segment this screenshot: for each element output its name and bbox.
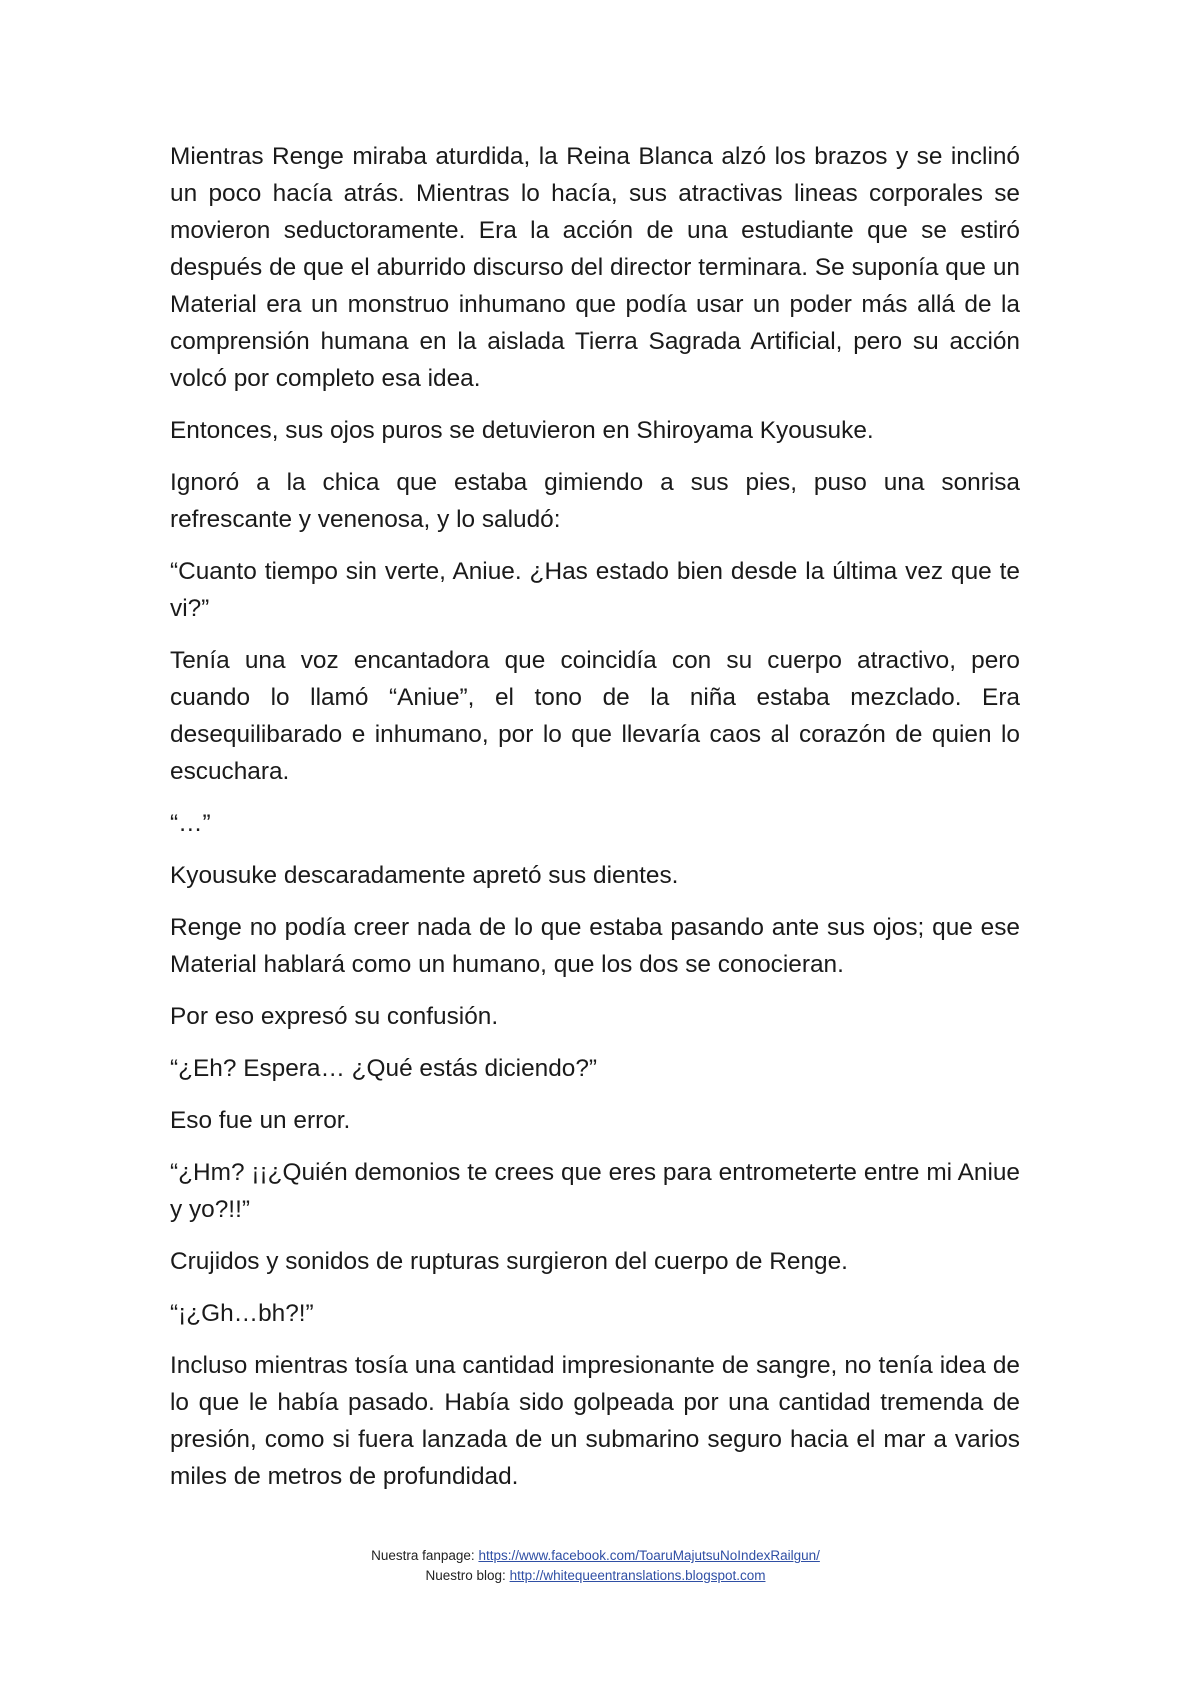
fanpage-link[interactable]: https://www.facebook.com/ToaruMajutsuNoIndexRailgun/ — [478, 1548, 820, 1563]
paragraph-14: “¡¿Gh…bh?!” — [170, 1300, 314, 1327]
paragraph-4: “Cuanto tiempo sin verte, Aniue. ¿Has estado bien desde la última vez que te vi?” — [170, 558, 1020, 622]
blog-link[interactable]: http://whitequeentranslations.blogspot.com — [509, 1568, 766, 1583]
paragraph-13: Crujidos y sonidos de rupturas surgieron del cuerpo de Renge. — [170, 1248, 848, 1275]
paragraph-1: Mientras Renge miraba aturdida, la Reina Blanca alzó los brazos y se inclinó un poco hacía atrás. Mientras lo hacía, sus atractivas lineas corporales se movieron seductoramente. Era la acción de una estudiante que se estiró después de que el aburrido discurso del director terminara. Se suponía que un Material era un monstruo inhumano que podía usar un poder más allá de la comprensión humana en la aislada Tierra Sagrada Artificial, pero su acción volcó por completo esa idea. — [170, 143, 1020, 392]
paragraph-15: Incluso mientras tosía una cantidad impresionante de sangre, no tenía idea de lo que le había pasado. Había sido golpeada por una cantidad tremenda de presión, como si fuera lanzada de un submarino seguro hacia el mar a varios miles de metros de profundidad. — [170, 1352, 1020, 1490]
footer-fanpage — [0, 1546, 1191, 1566]
paragraph-10: “¿Eh? Espera… ¿Qué estás diciendo?” — [170, 1055, 598, 1082]
paragraph-11: Eso fue un error. — [170, 1107, 351, 1134]
paragraph-5: Tenía una voz encantadora que coincidía con su cuerpo atractivo, pero cuando lo llamó “Aniue”, el tono de la niña estaba mezclado. Era desequilibarado e inhumano, por lo que llevaría caos al corazón de quien lo escuchara. — [170, 647, 1020, 785]
paragraph-6: “…” — [170, 810, 211, 837]
footer-fanpage-label: Nuestra fanpage: — [371, 1548, 479, 1563]
paragraph-7: Kyousuke descaradamente apretó sus dientes. — [170, 862, 679, 889]
paragraph-9: Por eso expresó su confusión. — [170, 1003, 499, 1030]
footer-blog-label: Nuestro blog: — [425, 1568, 510, 1583]
paragraph-2: Entonces, sus ojos puros se detuvieron en Shiroyama Kyousuke. — [170, 417, 874, 444]
footer-blog — [0, 1566, 1191, 1586]
paragraph-3: Ignoró a la chica que estaba gimiendo a sus pies, puso una sonrisa refrescante y venenosa, y lo saludó: — [170, 469, 1020, 533]
paragraph-8: Renge no podía creer nada de lo que estaba pasando ante sus ojos; que ese Material hablará como un humano, que los dos se conocieran. — [170, 914, 1020, 978]
paragraph-12: “¿Hm? ¡¡¿Quién demonios te crees que eres para entrometerte entre mi Aniue y yo?!!” — [170, 1159, 1020, 1223]
body-text — [170, 138, 1020, 1510]
